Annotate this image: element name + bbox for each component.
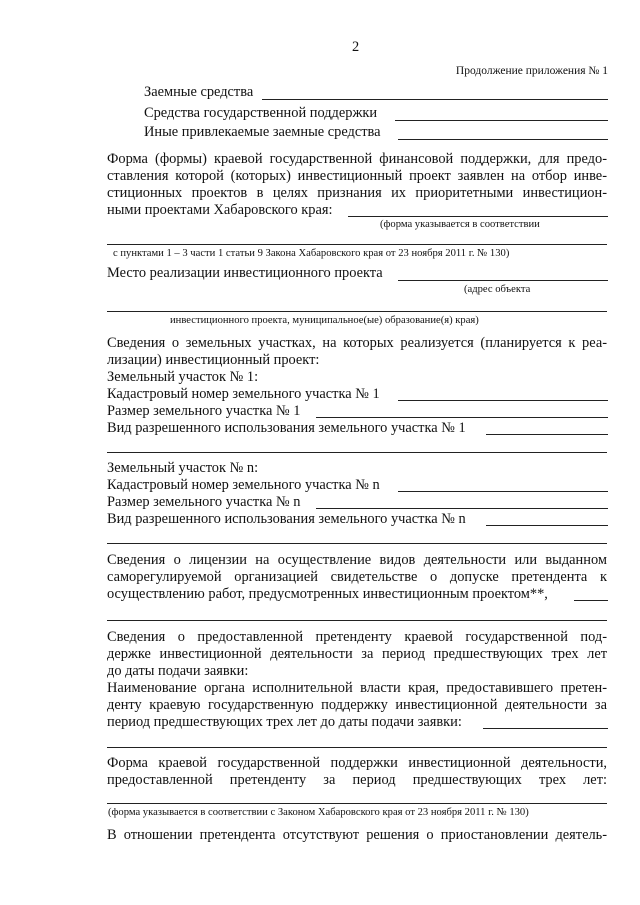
plot-1-usage-field[interactable] (486, 434, 608, 435)
location-field[interactable] (398, 280, 608, 281)
support-form-line-3: стиционных проектов в целях признания их приоритетными инвестицион- (107, 185, 607, 201)
suspension-line: В отношении претендента отсутствуют решения о приостановлении деятель- (107, 827, 607, 843)
authority-field-cont[interactable] (107, 747, 607, 748)
appendix-continuation: Продолжение приложения № 1 (455, 65, 608, 77)
land-intro-line-2: лизации) инвестиционный проект: (107, 352, 320, 368)
plot-n-usage-label: Вид разрешенного использования земельного участка № n (107, 511, 466, 527)
support-form-hint: (форма указывается в соответствии (380, 219, 540, 230)
support-form-line-4: ными проектами Хабаровского края: (107, 202, 333, 218)
plot-n-size-label: Размер земельного участка № n (107, 494, 301, 510)
plot-n-cadastral-field[interactable] (398, 491, 608, 492)
plot-1-cadastral-field[interactable] (398, 400, 608, 401)
plot-n-title: Земельный участок № n: (107, 460, 259, 476)
location-field-cont[interactable] (107, 311, 607, 312)
authority-line-2: денту краевую государственную поддержку инвестиционной деятельности за (107, 697, 607, 713)
plot-1-title: Земельный участок № 1: (107, 369, 259, 385)
land-intro-line-1: Сведения о земельных участках, на которых реализуется (планируется к реа- (107, 335, 607, 351)
prior-form-field[interactable] (107, 803, 607, 804)
prior-form-hint: (форма указывается в соответствии с Законом Хабаровского края от 23 ноября 2011 г. № 130) (108, 807, 529, 818)
other-borrowed-funds-field[interactable] (398, 139, 608, 140)
license-line-3: осуществлению работ, предусмотренных инвестиционным проектом**, (107, 586, 548, 602)
plot-n-usage-field[interactable] (486, 525, 608, 526)
prior-support-line-3: до даты подачи заявки: (107, 663, 249, 679)
support-form-line-2: ставления которой (которых) инвестиционный проект заявлен на отбор инве- (107, 168, 607, 184)
prior-support-line-1: Сведения о предоставленной претенденту краевой государственной под- (107, 629, 607, 645)
borrowed-funds-label: Заемные средства (144, 84, 254, 100)
plot-n-size-field[interactable] (316, 508, 608, 509)
authority-field[interactable] (483, 728, 608, 729)
license-field[interactable] (574, 600, 608, 601)
prior-support-line-2: держке инвестиционной деятельности за период предшествующих трех лет (107, 646, 607, 662)
location-hint-cont: инвестиционного проекта, муниципальное(ые) образование(я) края) (170, 315, 479, 326)
plot-1-size-label: Размер земельного участка № 1 (107, 403, 301, 419)
authority-line-1: Наименование органа исполнительной власти края, предоставившего претен- (107, 680, 607, 696)
license-line-2: саморегулируемой организацией свидетельстве о допуске претендента к (107, 569, 607, 585)
plot-1-cadastral-label: Кадастровый номер земельного участка № 1 (107, 386, 380, 402)
prior-form-line-2: предоставленной претенденту за период предшествующих трех лет: (107, 772, 607, 788)
support-form-hint-cont: с пунктами 1 – 3 части 1 статьи 9 Закона Хабаровского края от 23 ноября 2011 г. № 130) (113, 248, 510, 259)
support-form-field[interactable] (348, 216, 608, 217)
plot-1-size-field[interactable] (316, 417, 608, 418)
location-label: Место реализации инвестиционного проекта (107, 265, 383, 281)
page-number: 2 (352, 39, 360, 55)
state-support-funds-label: Средства государственной поддержки (144, 105, 378, 121)
location-hint: (адрес объекта (464, 284, 531, 295)
plot-n-cadastral-label: Кадастровый номер земельного участка № n (107, 477, 380, 493)
plot-n-usage-field-cont[interactable] (107, 543, 607, 544)
license-line-1: Сведения о лицензии на осуществление видов деятельности или выданном (107, 552, 607, 568)
support-form-field-cont[interactable] (107, 244, 607, 245)
borrowed-funds-field[interactable] (262, 99, 608, 100)
license-field-cont[interactable] (107, 620, 607, 621)
authority-line-3: период предшествующих трех лет до даты подачи заявки: (107, 714, 462, 730)
other-borrowed-funds-label: Иные привлекаемые заемные средства (144, 124, 381, 140)
state-support-funds-field[interactable] (395, 120, 608, 121)
plot-1-usage-field-cont[interactable] (107, 452, 607, 453)
plot-1-usage-label: Вид разрешенного использования земельного участка № 1 (107, 420, 466, 436)
support-form-line-1: Форма (формы) краевой государственной финансовой поддержки, для предо- (107, 151, 607, 167)
prior-form-line-1: Форма краевой государственной поддержки инвестиционной деятельности, (107, 755, 607, 771)
